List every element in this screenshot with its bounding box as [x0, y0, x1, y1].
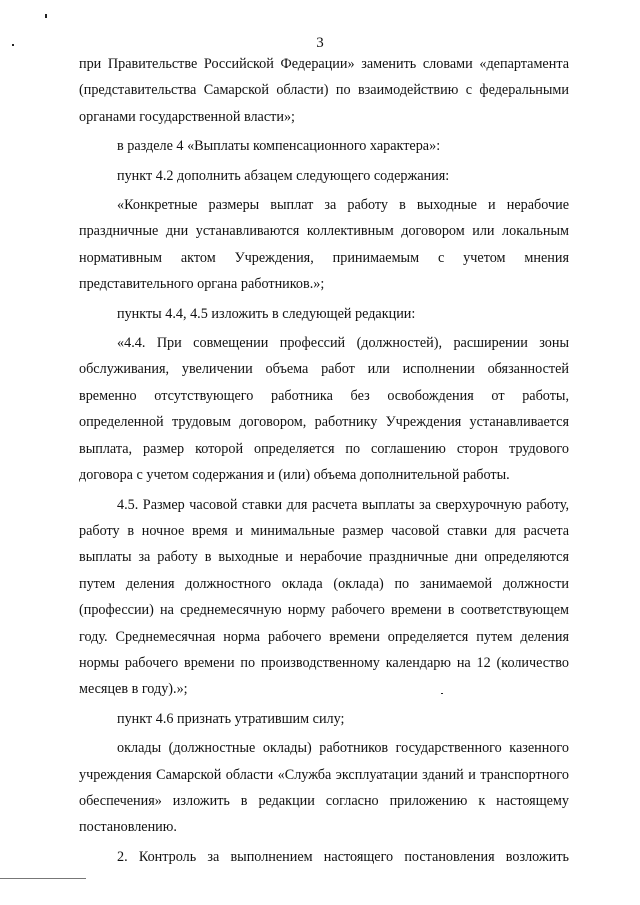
paragraph-item-4-4: «4.4. При совмещении профессий (должностей), расширении зоны обслуживания, увеличении объема работ или исполнении обязанностей временно отсутствующего работника без освобождения от работы, определенной трудовым договором, работнику Учреждения устанавливается выплата, размер которой определяется по соглашению сторон трудового договора с учетом содержания и (или) объема дополнительной работы.	[79, 335, 569, 484]
paragraph-continuation: при Правительстве Российской Федерации» заменить словами «департамента (представительства Самарской области) по взаимодействию с федеральными органами государственной власти»;	[79, 56, 569, 125]
paragraph-item-4-2: пункт 4.2 дополнить абзацем следующего содержания:	[117, 167, 450, 184]
footer-rule	[0, 878, 86, 879]
paragraph-control: 2. Контроль за выполнением настоящего постановления возложить	[117, 848, 569, 865]
paragraph-section-4: в разделе 4 «Выплаты компенсационного характера»:	[117, 138, 441, 155]
page-number: 3	[316, 35, 324, 51]
scan-mark	[45, 14, 47, 18]
paragraph-quote-payments: «Конкретные размеры выплат за работу в выходные и нерабочие праздничные дни устанавливаются коллективным договором или локальным нормативным актом Учреждения, принимаемым с учетом мнения представительного органа работников.»;	[79, 197, 569, 293]
document-body	[79, 51, 569, 870]
paragraph-salaries: оклады (должностные оклады) работников государственного казенного учреждения Самарской области «Служба эксплуатации зданий и транспортного обеспечения» изложить в редакции согласно приложению к настоящему постановлению.	[79, 740, 569, 836]
paragraph-item-4-6: пункт 4.6 признать утратившим силу;	[117, 710, 345, 727]
paragraph-items-4-4-4-5: пункты 4.4, 4.5 изложить в следующей редакции:	[117, 305, 416, 322]
paragraph-item-4-5: 4.5. Размер часовой ставки для расчета выплаты за сверхурочную работу, работу в ночное время и минимальные размер часовой ставки для расчета выплаты за работу в выходные и нерабочие праздничные дни определяются путем деления должностного оклада (оклада) по занимаемой должности (профессии) на среднемесячную норму рабочего времени в соответствующем году. Среднемесячная норма рабочего времени определяется путем деления нормы рабочего времени по производственному календарю на 12 (количество месяцев в году).»;	[79, 496, 569, 698]
